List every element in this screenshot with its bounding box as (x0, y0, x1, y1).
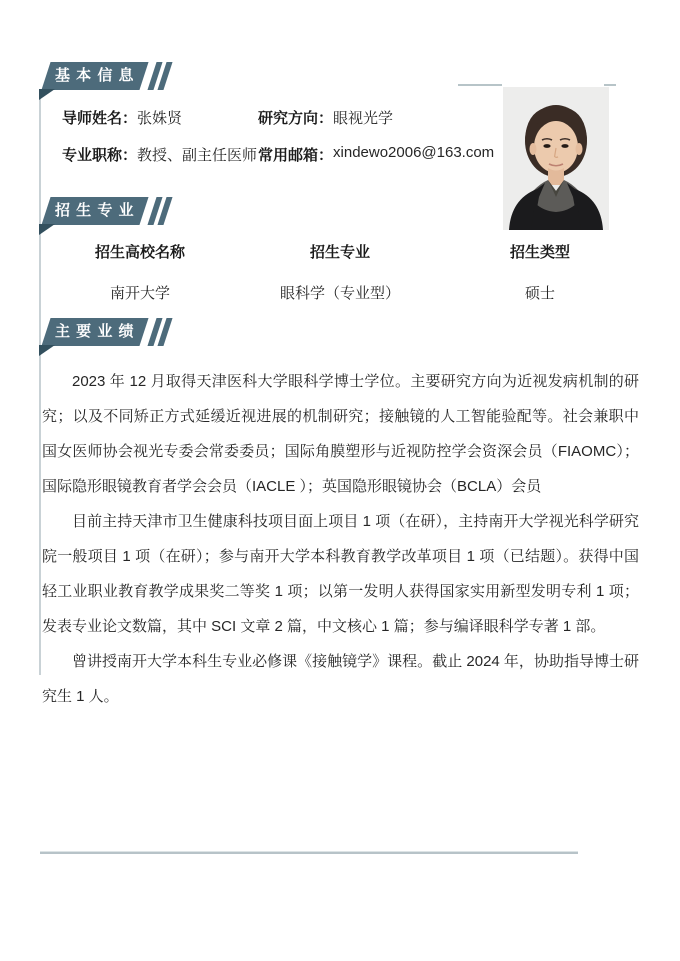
section-banner-enrollment (38, 197, 218, 225)
section-banner-basic-info (38, 62, 218, 90)
field-value: 张姝贤 (137, 110, 183, 127)
basic-info-fields (62, 107, 502, 181)
field-supervisor-name (62, 107, 258, 128)
table-row (40, 284, 640, 304)
field-label: 研究方向： (258, 110, 334, 127)
col-header-school: 招生高校名称 (94, 244, 185, 261)
achievement-paragraph: 2023 年 12 月取得天津医科大学眼科学博士学位。主要研究方向为近视发病机制的研究；以及不同矫正方式延缓近视进展的机制研究；接触镜的人工智能验配等。社会兼职中国女医师协会视光专委会常委委员；国际角膜塑形与近视防控学会资深会员（FIAOMC）；国际隐形眼镜教育者学会会员（IACLE ）；英国隐形眼镜协会（BCLA）会员 (42, 373, 639, 495)
field-label: 常用邮箱： (258, 147, 334, 164)
enrollment-table-header-row (40, 243, 640, 263)
cell-major: 眼科学（专业型） (279, 285, 400, 302)
table-border-remnant (458, 84, 502, 86)
field-row (62, 144, 502, 165)
section-title-enrollment: 招 生 专 业 (55, 202, 135, 219)
field-value: 眼视光学 (333, 110, 394, 127)
section-title-basic-info: 基 本 信 息 (55, 67, 135, 84)
ribbon-fold (39, 345, 55, 356)
section-connector-line (39, 89, 41, 675)
cell-type: 硕士 (524, 285, 555, 302)
ribbon-fold (39, 89, 55, 100)
footer-divider-line (40, 851, 578, 854)
achievement-paragraph: 目前主持天津市卫生健康科技项目面上项目 1 项（在研），主持南开大学视光科学研究院一般项目 1 项（在研）；参与南开大学本科教育教学改革项目 1 项（已结题）。获得中国轻工业职业教育教学成果奖二等奖 1 项；以第一发明人获得国家实用新型发明专利 1 项；发表专业论文数篇，其中 SCI 文章 2 篇，中文核心 1 篇；参与编译眼科学专著 1 部。 (42, 513, 639, 635)
field-professional-title (62, 144, 258, 165)
col-header-type: 招生类型 (509, 244, 570, 261)
cell-school: 南开大学 (109, 285, 170, 302)
achievements-text (42, 364, 639, 714)
enrollment-table (40, 243, 640, 304)
field-value: 教授、副主任医师 (137, 147, 258, 164)
achievement-paragraph: 曾讲授南开大学本科生专业必修课《接触镜学》课程。截止 2024 年，协助指导博士研究生 1 人。 (42, 653, 639, 705)
field-research-direction (258, 107, 393, 128)
field-email-value: xindewo2006@163.com (333, 144, 495, 161)
field-label: 导师姓名： (62, 110, 138, 127)
field-email (258, 144, 494, 165)
table-border-remnant (604, 84, 616, 86)
section-banner-achievements (38, 318, 218, 346)
field-row (62, 107, 502, 128)
supervisor-portrait-photo (503, 87, 609, 230)
section-title-achievements: 主 要 业 绩 (55, 323, 135, 340)
col-header-major: 招生专业 (309, 244, 370, 261)
field-label: 专业职称： (62, 147, 138, 164)
ribbon-fold (39, 224, 55, 235)
